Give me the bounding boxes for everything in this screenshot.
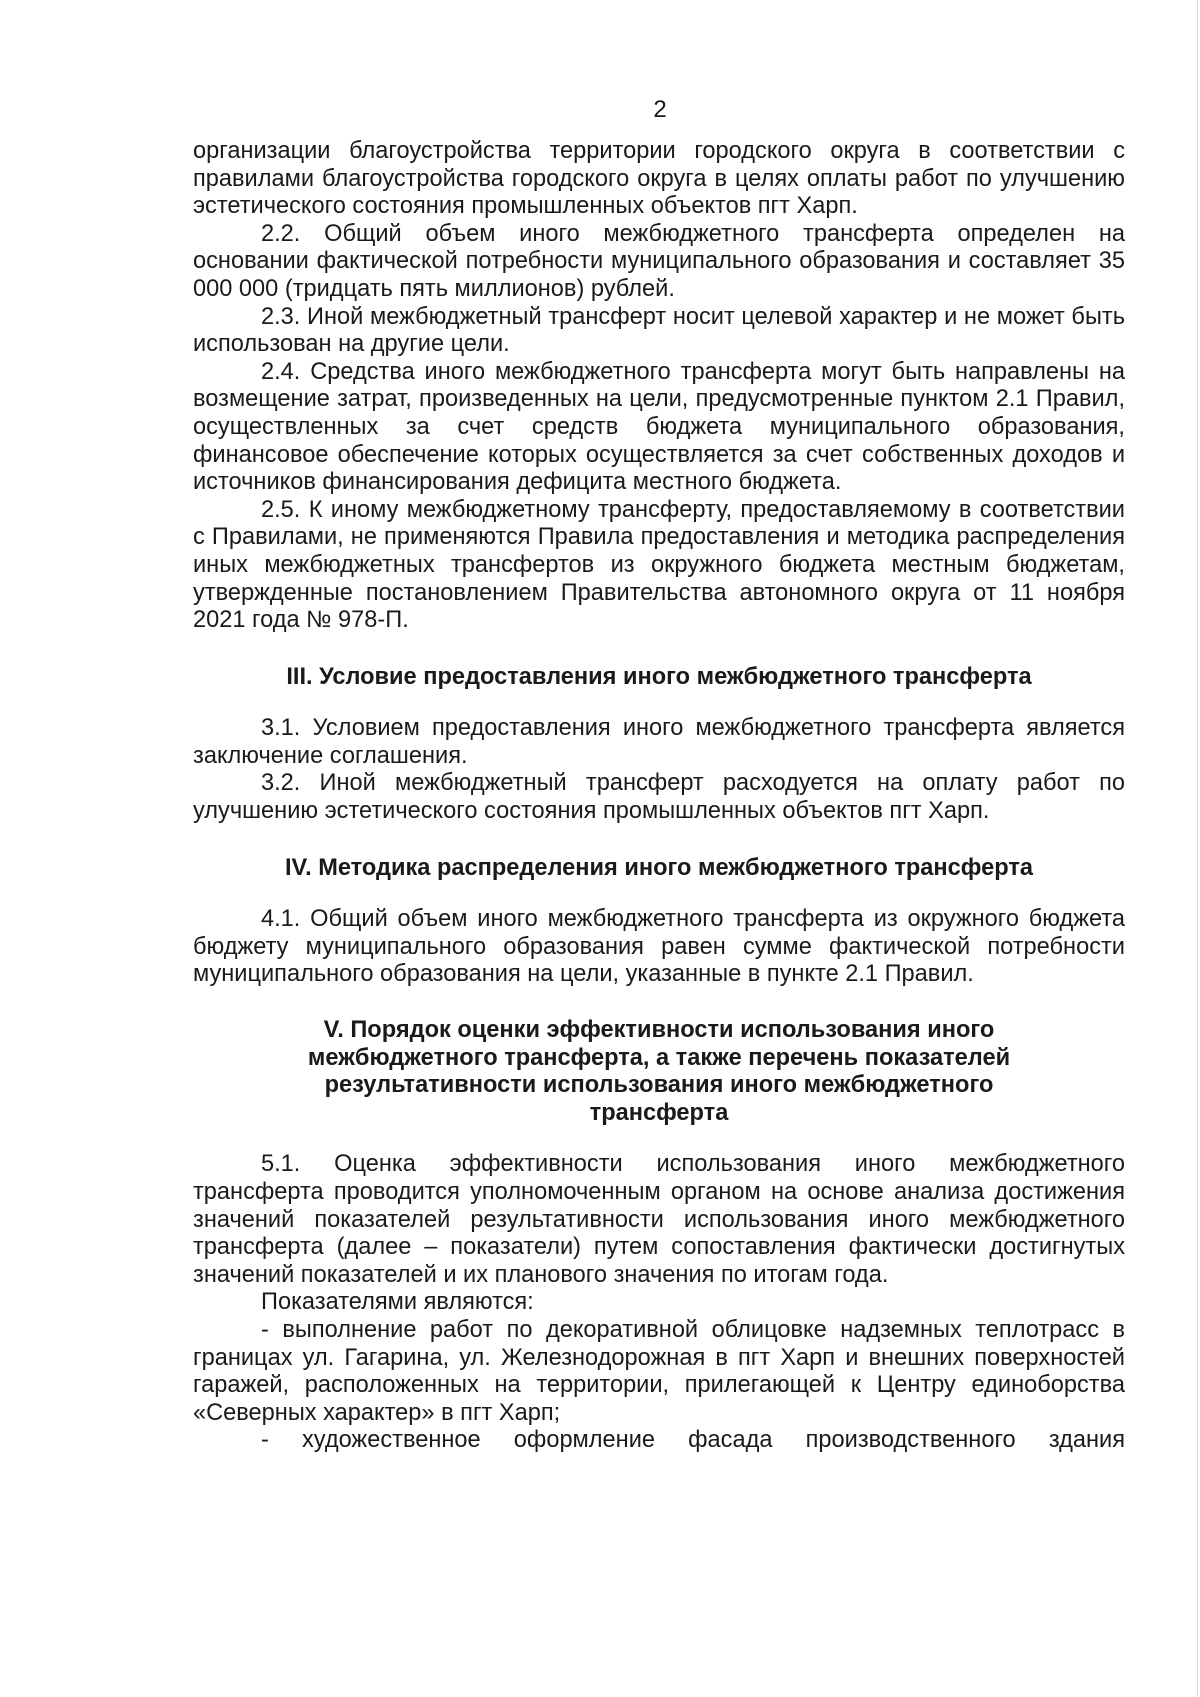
paragraph-continuation: организации благоустройства территории городского округа в соответствии с правилами благоустройства городского округа в целях оплаты работ по улучшению эстетического состояния промышленных объектов пгт Харп. — [193, 138, 1125, 220]
indicator-item-1: - выполнение работ по декоративной облицовке надземных теплотрасс в границах ул. Гагарина, ул. Железнодорожная в пгт Харп и внешних поверхностей гаражей, расположенных на территории, прилегающей к Центру единоборства «Северных характер» в пгт Харп; — [193, 1316, 1125, 1426]
section-heading-5-line-4: трансферта — [589, 1099, 729, 1126]
section-heading-3 — [193, 664, 1125, 692]
paragraph-2-2: 2.2. Общий объем иного межбюджетного трансферта определен на основании фактической потребности муниципального образования и составляет 35 000 000 (тридцать пять миллионов) рублей. — [193, 220, 1125, 302]
section-heading-5-line-3: результативности использования иного межбюджетного — [324, 1072, 994, 1099]
page-edge — [1197, 0, 1198, 1697]
paragraph-2-3: 2.3. Иной межбюджетный трансферт носит целевой характер и не может быть использован на другие цели. — [193, 303, 1125, 358]
indicator-item-2: - художественное оформление фасада производственного здания — [261, 1427, 1125, 1454]
document-body — [193, 138, 1125, 1455]
section-heading-5 — [193, 1017, 1125, 1127]
paragraph-2-4: 2.4. Средства иного межбюджетного трансферта могут быть направлены на возмещение затрат, произведенных на цели, предусмотренные пунктом 2.1 Правил, осуществленных за счет средств бюджета муниципального образования, финансовое обеспечение которых осуществляется за счет собственных доходов и источников финансирования дефицита местного бюджета. — [193, 358, 1125, 496]
section-heading-3-line: III. Условие предоставления иного межбюджетного трансферта — [286, 663, 1032, 690]
paragraph-indicators-intro: Показателями являются: — [261, 1289, 534, 1316]
paragraph-4-1: 4.1. Общий объем иного межбюджетного трансферта из окружного бюджета бюджету муниципального образования равен сумме фактической потребности муниципального образования на цели, указанные в пункте 2.1 Правил. — [193, 906, 1125, 988]
paragraph-2-5: 2.5. К иному межбюджетному трансферту, предоставляемому в соответствии с Правилами, не применяются Правила предоставления и методика распределения иных межбюджетных трансфертов из окружного бюджета местным бюджетам, утвержденные постановлением Правительства автономного округа от 11 ноября 2021 года № 978-П. — [193, 496, 1125, 634]
section-heading-4 — [193, 855, 1125, 883]
section-heading-5-line-2: межбюджетного трансферта, а также перечень показателей — [307, 1044, 1011, 1071]
section-heading-5-line-1: V. Порядок оценки эффективности использования иного — [323, 1017, 995, 1044]
paragraph-3-1: 3.1. Условием предоставления иного межбюджетного трансферта является заключение соглашения. — [193, 715, 1125, 769]
section-heading-4-line: IV. Методика распределения иного межбюджетного трансферта — [284, 854, 1034, 881]
page-number: 2 — [653, 96, 667, 123]
paragraph-5-1: 5.1. Оценка эффективности использования иного межбюджетного трансферта проводится уполномоченным органом на основе анализа достижения значений показателей результативности использования иного межбюджетного трансферта (далее – показатели) путем сопоставления фактически достигнутых значений показателей и их планового значения по итогам года. — [193, 1151, 1125, 1288]
paragraph-3-2: 3.2. Иной межбюджетный трансферт расходуется на оплату работ по улучшению эстетического состояния промышленных объектов пгт Харп. — [193, 770, 1125, 825]
